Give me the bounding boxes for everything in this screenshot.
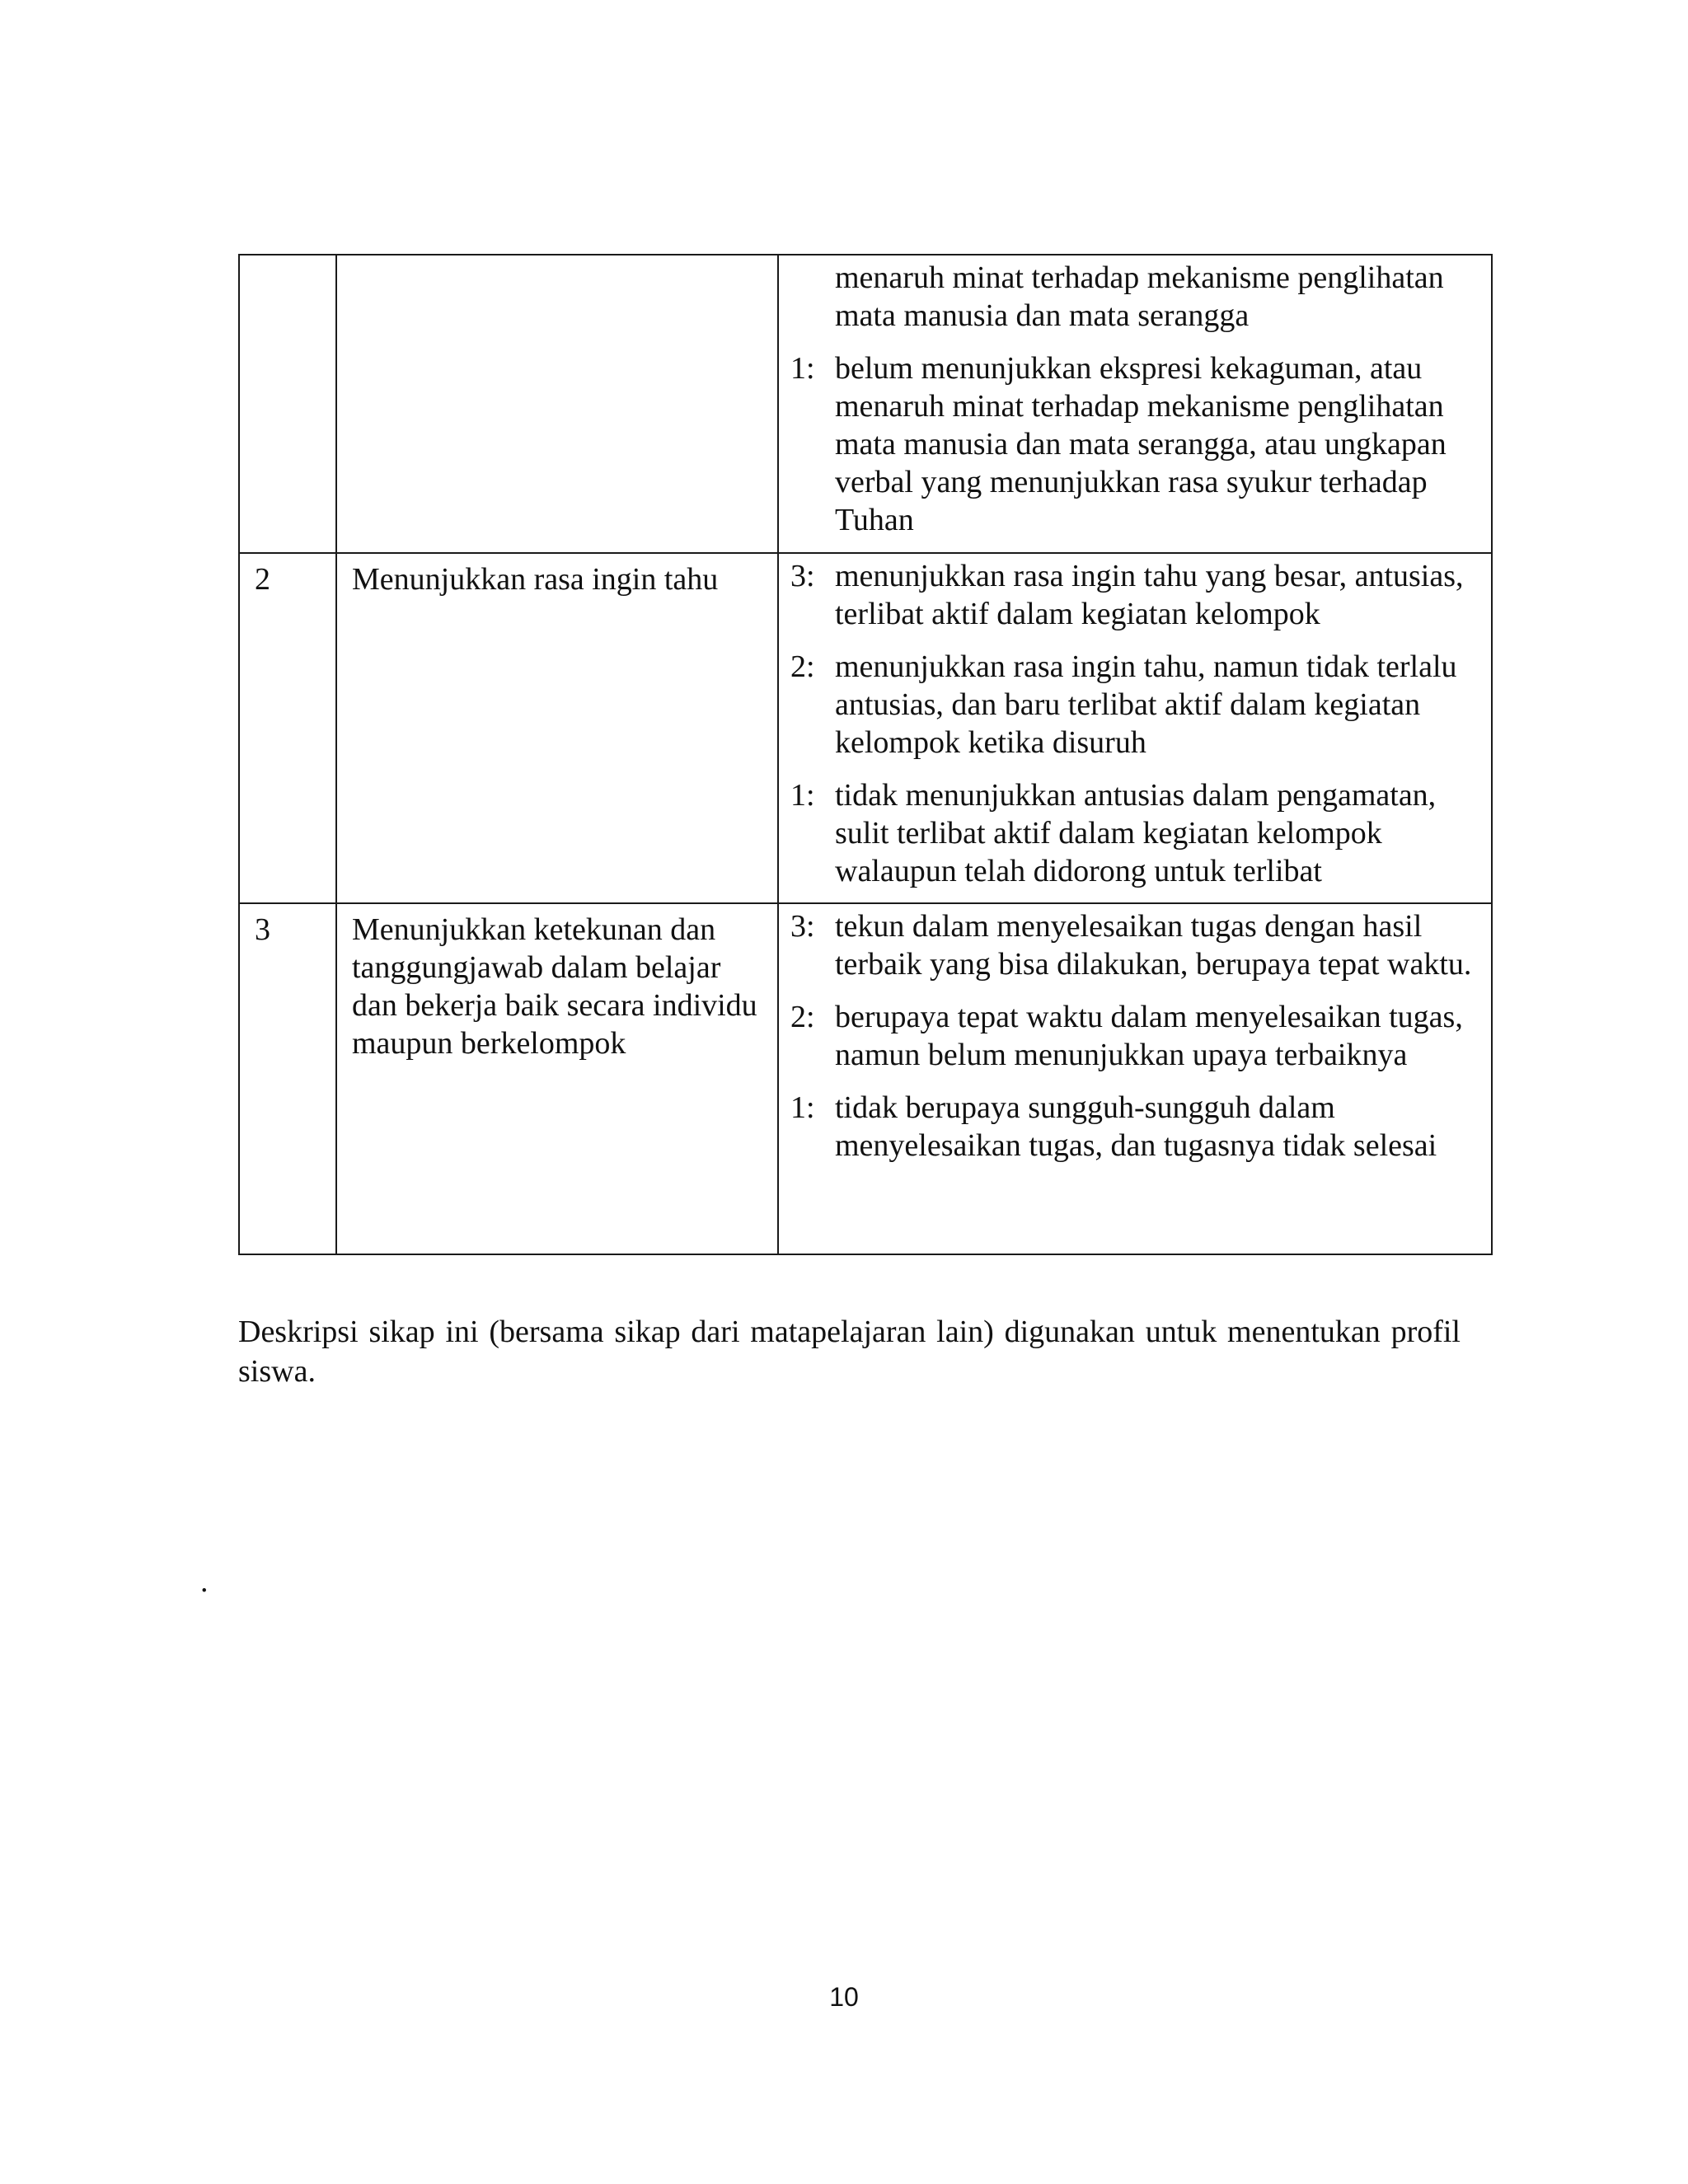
- criteria-score: 2:: [790, 1000, 815, 1034]
- stray-mark: .: [200, 1564, 209, 1599]
- page-number: 10: [829, 1982, 859, 2012]
- criteria-item: [790, 648, 1483, 762]
- criteria-text: tidak menunjukkan antusias dalam pengamatan, sulit terlibat aktif dalam kegiatan kelompok walaupun telah didorong untuk terlibat: [835, 778, 1437, 888]
- aspect-cell: [336, 255, 778, 553]
- criteria-text: tidak berupaya sungguh-sungguh dalam menyelesaikan tugas, dan tugasnya tidak selesai: [835, 1090, 1437, 1163]
- criteria-cell: [778, 553, 1492, 903]
- criteria-score: 2:: [790, 649, 815, 684]
- criteria-item: [790, 557, 1483, 633]
- criteria-item: [790, 259, 1483, 335]
- criteria-text: belum menunjukkan ekspresi kekaguman, atau menaruh minat terhadap mekanisme penglihatan mata manusia dan mata serangga, atau ungkapan verbal yang menunjukkan rasa syukur terhadap Tuhan: [835, 351, 1447, 537]
- assessment-rubric-table: [238, 254, 1493, 1255]
- criteria-score: 3:: [790, 559, 815, 593]
- criteria-score: 1:: [790, 778, 815, 813]
- closing-paragraph: Deskripsi sikap ini (bersama sikap dari matapelajaran lain) digunakan untuk menentukan profil siswa.: [238, 1315, 1461, 1389]
- criteria-item: [790, 907, 1483, 983]
- criteria-item: [790, 998, 1483, 1074]
- criteria-score: 3:: [790, 909, 815, 944]
- criteria-item: [790, 1089, 1483, 1165]
- table-row: [239, 255, 1492, 553]
- criteria-text: tekun dalam menyelesaikan tugas dengan hasil terbaik yang bisa dilakukan, berupaya tepat waktu.: [835, 909, 1472, 982]
- criteria-cell: [778, 903, 1492, 1254]
- aspect-cell: Menunjukkan ketekunan dan tanggungjawab dalam belajar dan bekerja baik secara individu maupun berkelompok: [336, 903, 778, 1254]
- criteria-text: menunjukkan rasa ingin tahu, namun tidak terlalu antusias, dan baru terlibat aktif dalam kegiatan kelompok ketika disuruh: [835, 649, 1457, 760]
- table-row: [239, 553, 1492, 903]
- criteria-score: 1:: [790, 1090, 815, 1125]
- table-row: [239, 903, 1492, 1254]
- criteria-item: [790, 776, 1483, 890]
- aspect-cell: Menunjukkan rasa ingin tahu: [336, 553, 778, 903]
- row-number-cell: 3: [239, 903, 336, 1254]
- criteria-score: 1:: [790, 351, 815, 386]
- criteria-text: berupaya tepat waktu dalam menyelesaikan tugas, namun belum menunjukkan upaya terbaiknya: [835, 1000, 1463, 1072]
- row-number-cell: [239, 255, 336, 553]
- row-number-cell: 2: [239, 553, 336, 903]
- criteria-item: [790, 349, 1483, 539]
- criteria-cell: [778, 255, 1492, 553]
- criteria-text: menaruh minat terhadap mekanisme penglihatan mata manusia dan mata serangga: [835, 260, 1444, 333]
- criteria-text: menunjukkan rasa ingin tahu yang besar, antusias, terlibat aktif dalam kegiatan kelompok: [835, 559, 1464, 631]
